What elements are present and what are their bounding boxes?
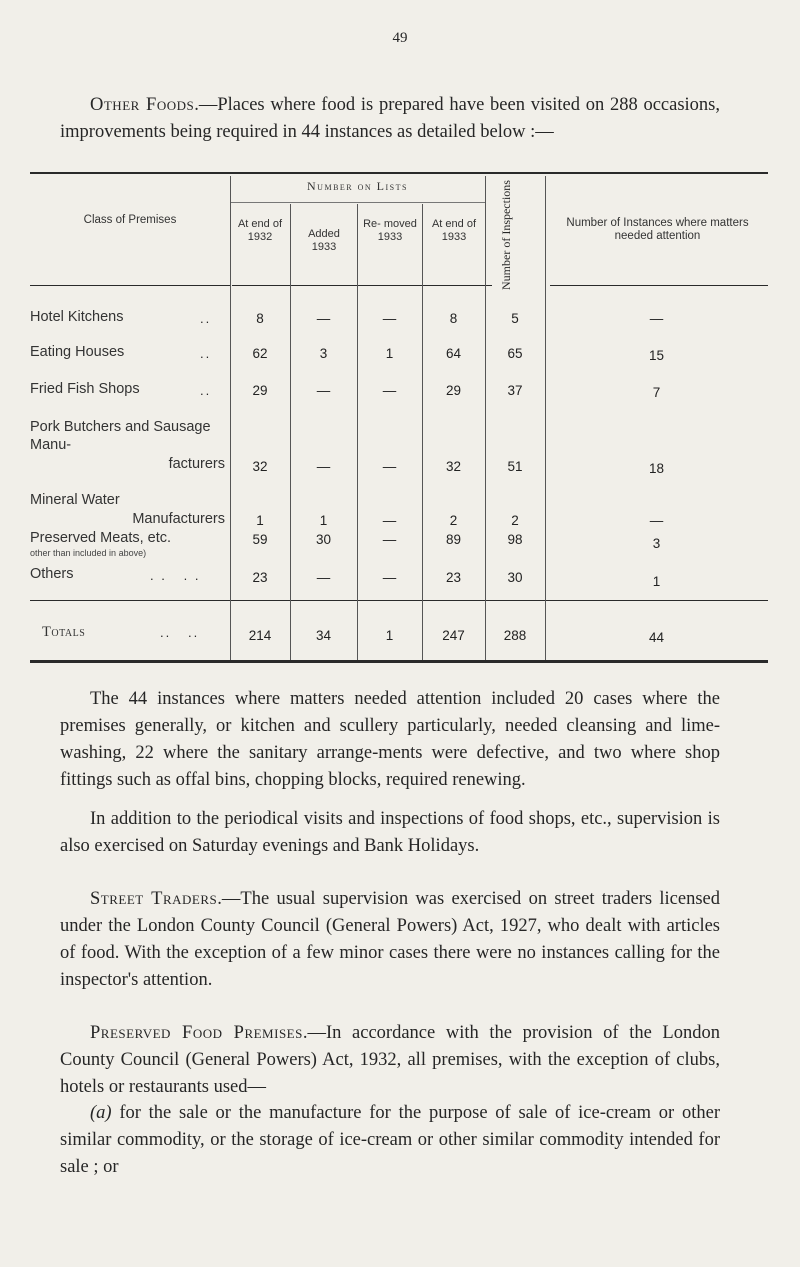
table-cell: — xyxy=(316,570,331,585)
col-end-1933-header: At end of 1933 xyxy=(431,218,477,243)
table-cell: 7 xyxy=(652,385,661,400)
table-cell: 23 xyxy=(445,570,462,585)
totals-cell: 288 xyxy=(503,628,527,643)
table-cell: 32 xyxy=(252,459,268,474)
table-cell: 29 xyxy=(252,383,268,398)
table-cell: 1 xyxy=(256,513,264,528)
table-cell: 2 xyxy=(449,513,458,528)
table-cell: — xyxy=(382,570,397,585)
preserved-food-text: .—In accordance with the provision of the London County Council (General Powers) Act, 1932, all premises, with the exception of clubs, hotels or restaurants used— xyxy=(60,1023,720,1097)
col-inspections-header: Number of Inspections xyxy=(499,180,513,290)
row-label-others: Others xyxy=(30,566,74,582)
table-cell: 29 xyxy=(445,383,462,398)
row-label-pork-butchers: Pork Butchers and Sausage Manu- xyxy=(30,419,211,453)
row-label-pork-butchers-sub: facturers xyxy=(168,456,225,472)
table-cell: 2 xyxy=(511,513,519,528)
totals-label: Totals xyxy=(42,624,86,640)
premises-table xyxy=(30,172,768,667)
item-a-marker: (a) xyxy=(90,1103,112,1123)
table-cell: — xyxy=(649,513,664,528)
table-cell: 23 xyxy=(252,570,268,585)
number-on-lists-header: Number on Lists xyxy=(307,179,408,193)
row-dots: .. xyxy=(200,311,212,326)
preserved-food-heading: Preserved Food Premises xyxy=(90,1023,303,1043)
totals-cell: 44 xyxy=(648,630,665,645)
street-traders-paragraph xyxy=(60,886,720,994)
table-cell: — xyxy=(382,459,397,474)
table-cell: 30 xyxy=(315,532,332,547)
table-cell: 30 xyxy=(507,570,523,585)
table-cell: 1 xyxy=(652,574,661,589)
street-traders-heading: Street Traders xyxy=(90,889,218,909)
table-cell: — xyxy=(382,311,397,326)
table-cell: — xyxy=(382,532,397,547)
totals-cell: 1 xyxy=(385,628,394,643)
table-cell: 65 xyxy=(507,346,523,361)
row-dots: .. .. xyxy=(160,625,200,640)
preserved-food-paragraph xyxy=(60,1020,720,1101)
col-class-header: Class of Premises xyxy=(83,214,177,226)
totals-cell: 34 xyxy=(315,628,332,643)
instances-paragraph: The 44 instances where matters needed attention included 20 cases where the premises generally, or kitchen and scullery particularly, needed cleansing and lime-washing, 22 where the sanitary arrange-ments were defective, and two where shop fittings such as offal bins, chopping blocks, required renewing. xyxy=(60,689,720,790)
table-cell: — xyxy=(316,311,331,326)
row-label-hotel-kitchens: Hotel Kitchens xyxy=(30,309,124,325)
table-cell: — xyxy=(382,513,397,528)
intro-text: .—Places where food is prepared have been visited on 288 occasions, improvements being required in 44 instances as detailed below :— xyxy=(60,95,720,142)
row-dots: .. xyxy=(200,346,212,361)
table-cell: 89 xyxy=(445,532,462,547)
table-cell: — xyxy=(316,383,331,398)
table-cell: 5 xyxy=(511,311,519,326)
table-cell: 8 xyxy=(449,311,458,326)
item-a-text: for the sale or the manufacture for the purpose of sale of ice-cream or other similar commodity, or the storage of ice-cream or other similar commodity intended for sale ; or xyxy=(60,1103,720,1177)
col-instances-header: Number of Instances where matters needed attention xyxy=(566,217,749,242)
row-label-preserved-meats: Preserved Meats, etc. xyxy=(30,530,172,546)
intro-paragraph xyxy=(60,92,720,146)
row-label-fried-fish-shops: Fried Fish Shops xyxy=(30,381,140,397)
table-cell: — xyxy=(316,459,331,474)
table-cell: 3 xyxy=(652,536,661,551)
row-label-mineral-water-sub: Manufacturers xyxy=(132,511,225,527)
row-label-eating-houses: Eating Houses xyxy=(30,344,125,360)
street-traders-text: .—The usual supervision was exercised on street traders licensed under the London County Council (General Powers) Act, 1927, who dealt with articles of food. With the exception of a few minor cases there were no instances calling for the inspector's attention. xyxy=(60,889,720,990)
table-cell: 64 xyxy=(445,346,462,361)
table-cell: 51 xyxy=(507,459,523,474)
col-end-1932-header: At end of 1932 xyxy=(237,218,283,243)
row-dots: .. xyxy=(200,383,212,398)
row-label-mineral-water: Mineral Water xyxy=(30,492,120,508)
totals-cell: 214 xyxy=(248,628,272,643)
table-cell: 15 xyxy=(648,348,665,363)
table-cell: — xyxy=(382,383,397,398)
table-cell: 62 xyxy=(252,346,268,361)
totals-cell: 247 xyxy=(442,628,465,643)
table-cell: 98 xyxy=(507,532,523,547)
page-number: 49 xyxy=(392,30,408,46)
table-cell: 1 xyxy=(385,346,394,361)
table-cell: 3 xyxy=(319,346,328,361)
table-cell: 18 xyxy=(648,461,665,476)
row-dots: . . . . xyxy=(150,568,201,583)
col-removed-header: Re- moved 1933 xyxy=(363,218,417,243)
row-label-preserved-meats-sub: other than included in above) xyxy=(30,548,147,558)
table-cell: — xyxy=(649,311,664,326)
table-cell: 59 xyxy=(252,532,268,547)
table-cell: 32 xyxy=(445,459,462,474)
col-added-header: Added 1933 xyxy=(308,228,340,253)
table-cell: 8 xyxy=(256,311,264,326)
table-cell: 1 xyxy=(319,513,328,528)
item-a-paragraph xyxy=(60,1100,720,1181)
other-foods-heading: Other Foods xyxy=(90,95,195,115)
addition-paragraph: In addition to the periodical visits and inspections of food shops, etc., supervision is also exercised on Saturday evenings and Bank Holidays. xyxy=(60,809,720,856)
table-cell: 37 xyxy=(507,383,523,398)
